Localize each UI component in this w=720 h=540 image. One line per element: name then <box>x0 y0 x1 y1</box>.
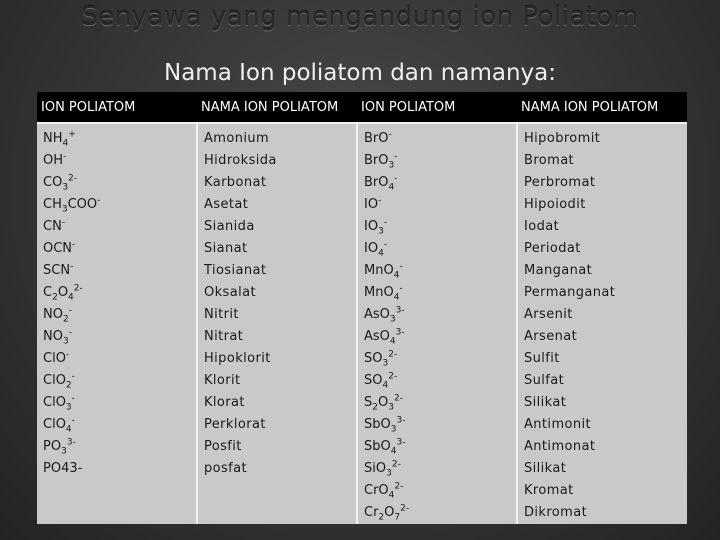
ion-name: Nitrat <box>204 329 244 344</box>
name-column-1 <box>197 123 357 524</box>
ion-name: Hidroksida <box>204 153 277 168</box>
ion-formula: $CO_3^{2-}$ <box>43 173 78 193</box>
ion-formula: $NO_2^-$ <box>43 305 72 325</box>
ion-formula: $IO_3^-$ <box>364 217 388 237</box>
ion-name: Oksalat <box>204 285 256 300</box>
ion-formula: MnO$_4$- <box>364 283 403 303</box>
ion-column-2 <box>357 123 517 524</box>
ion-name: Sulfat <box>524 373 565 388</box>
slide-subtitle: Nama Ion poliatom dan namanya: <box>164 60 556 86</box>
ion-formula: PO43- <box>43 461 83 476</box>
slide-title: Senyawa yang mengandung ion Poliatom <box>81 2 639 32</box>
ion-name: Perbromat <box>524 175 596 190</box>
ion-name: Klorit <box>204 373 241 388</box>
ion-formula: SiO$_3^{2-}$ <box>364 459 401 479</box>
ion-name: Hipoklorit <box>204 351 271 366</box>
ion-name: Sianat <box>204 241 248 256</box>
ion-name: Kromat <box>524 483 574 498</box>
ion-formula: OCN- <box>43 239 76 256</box>
ion-name: Silikat <box>524 395 567 410</box>
ion-name: posfat <box>204 461 248 476</box>
ion-name: Sulfit <box>524 351 560 366</box>
ion-formula: $C_2O_4^{2-}$ <box>43 283 83 303</box>
ion-formula: ClO$_4$- <box>43 415 75 435</box>
ion-name: Perklorat <box>204 417 266 432</box>
ion-name: Antimonat <box>524 439 596 454</box>
ion-name: Antimonit <box>524 417 592 432</box>
name-column-2 <box>517 123 687 524</box>
ion-formula: $IO_4^-$ <box>364 239 388 259</box>
ion-name: Arsenat <box>524 329 578 344</box>
ion-name: Karbonat <box>204 175 267 190</box>
ion-formula: $CH_3COO^-$ <box>43 195 101 215</box>
ion-formula: $Cr_2O_7^{2-}$ <box>364 503 410 523</box>
ion-formula: BrO$_4$- <box>364 173 398 193</box>
ion-formula: $PO_3^{3-}$ <box>43 437 76 457</box>
ion-name: Hipoiodit <box>524 197 586 212</box>
ion-formula: BrO- <box>364 129 392 146</box>
ion-name: Periodat <box>524 241 581 256</box>
ion-formula: BrO$_3$- <box>364 151 398 171</box>
ion-formula: CN- <box>43 217 66 234</box>
ion-name: Hipobromit <box>524 131 601 146</box>
ion-formula: $S_2O_3^{2-}$ <box>364 393 403 413</box>
ion-name: Iodat <box>524 219 560 234</box>
ion-formula: ClO- <box>43 349 70 366</box>
ion-name: Tiosianat <box>204 263 267 278</box>
ion-formula: ClO$_2$- <box>43 371 75 391</box>
header-ion-2: ION POLIATOM <box>357 92 517 123</box>
ion-name: Posfit <box>204 439 242 454</box>
ion-formula: ClO$_3$- <box>43 393 75 413</box>
ion-formula: SbO$_3^{3-}$ <box>364 415 406 435</box>
ion-formula: $SO_4^{2-}$ <box>364 371 398 391</box>
ion-name: Permanganat <box>524 285 616 300</box>
ion-name: Asetat <box>204 197 249 212</box>
ion-name: Dikromat <box>524 505 588 520</box>
ion-formula: IO- <box>364 195 382 212</box>
header-ion-1: ION POLIATOM <box>37 92 197 123</box>
ion-formula: AsO$_3^{3-}$ <box>364 305 405 325</box>
ion-column-1 <box>37 123 197 524</box>
ion-formula: SbO$_4^{3-}$ <box>364 437 406 457</box>
ion-formula: SCN- <box>43 261 74 278</box>
table-body-row <box>37 123 687 524</box>
header-name-2: NAMA ION POLIATOM <box>517 92 687 123</box>
ion-name: Bromat <box>524 153 575 168</box>
polyatomic-ion-table <box>37 92 687 524</box>
ion-name: Sianida <box>204 219 255 234</box>
table-header-row <box>37 92 687 123</box>
ion-name: Klorat <box>204 395 245 410</box>
ion-name: Arsenit <box>524 307 573 322</box>
ion-formula: $SO_3^{2-}$ <box>364 349 398 369</box>
ion-formula: MnO$_4$- <box>364 261 403 281</box>
ion-formula: OH- <box>43 151 67 168</box>
ion-formula: CrO$_4^{2-}$ <box>364 481 404 501</box>
ion-name: Manganat <box>524 263 593 278</box>
ion-formula: $NH_4^+$ <box>43 129 76 149</box>
ion-name: Silikat <box>524 461 567 476</box>
header-name-1: NAMA ION POLIATOM <box>197 92 357 123</box>
ion-formula: $NO_3^-$ <box>43 327 72 347</box>
ion-formula: AsO$_4^{3-}$ <box>364 327 405 347</box>
ion-name: Nitrit <box>204 307 239 322</box>
ion-name: Amonium <box>204 131 270 146</box>
